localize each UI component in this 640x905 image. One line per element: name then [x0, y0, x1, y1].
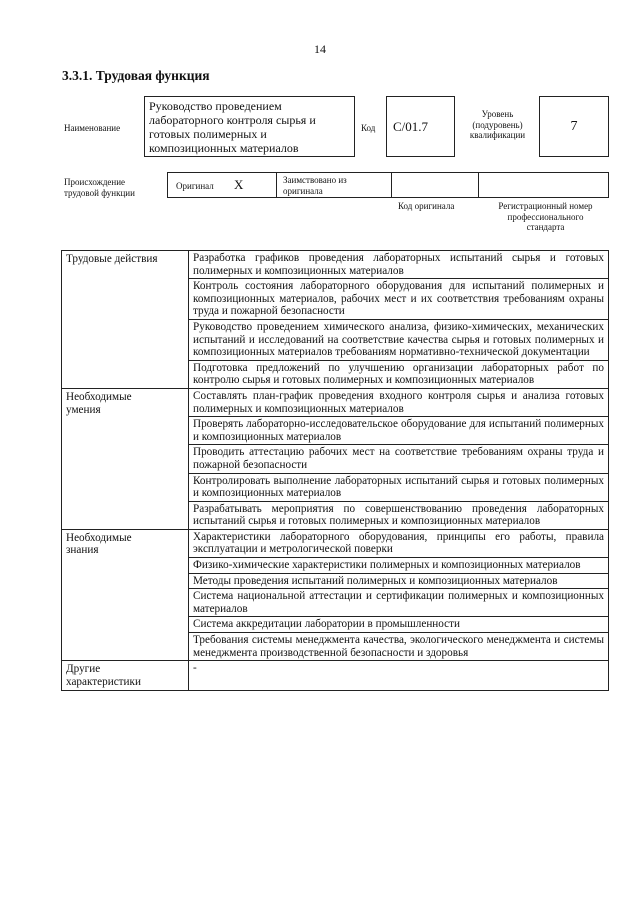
- labor-actions-label: Трудовые действия: [62, 251, 189, 389]
- origin-label-line-2: трудовой функции: [64, 187, 135, 198]
- qualification-level-box: 7: [539, 96, 609, 157]
- other-label-line-1: Другие: [66, 663, 101, 676]
- code-original-caption: Код оригинала: [398, 201, 455, 211]
- original-mark: X: [234, 177, 244, 192]
- name-label: Наименование: [64, 123, 121, 133]
- other-label-line-2: характеристики: [66, 675, 141, 688]
- table-row: [62, 251, 609, 279]
- code-label: Код: [361, 123, 376, 133]
- skill-item: Проверять лабораторно-исследовательское оборудование для испытаний полимерных и композиционных материалов: [189, 417, 609, 445]
- labor-action-item: Разработка графиков проведения лабораторных испытаний сырья и готовых полимерных и композиционных материалов: [189, 251, 609, 279]
- section-title: 3.3.1. Трудовая функция: [62, 68, 210, 83]
- skills-label-line-2: умения: [66, 403, 101, 416]
- borrowed-label-line-1: Заимствовано из: [283, 175, 347, 185]
- level-label-line-3: квалификации: [469, 130, 526, 140]
- other-characteristics-value: -: [189, 661, 609, 691]
- skills-label-line-1: Необходимые: [66, 390, 132, 403]
- knowledge-label-line-2: знания: [66, 544, 99, 557]
- origin-row: [167, 172, 609, 198]
- knowledge-item: Физико-химические характеристики полимерных и композиционных материалов: [189, 558, 609, 574]
- skill-item: Проводить аттестацию рабочих мест на соответствие требованиям охраны труда и пожарной безопасности: [189, 445, 609, 473]
- origin-label-line-1: Происхождение: [64, 177, 126, 187]
- table-row: [62, 661, 609, 691]
- knowledge-item: Система национальной аттестации и сертификации полимерных и композиционных материалов: [189, 589, 609, 617]
- skill-item: Разрабатывать мероприятия по совершенствованию проведения лабораторных испытаний сырья и готовых полимерных и композиционных материалов: [189, 501, 609, 529]
- labor-action-item: Подготовка предложений по улучшению организации лабораторных работ по контролю сырья и готовых полимерных и композиционных материалов: [189, 360, 609, 388]
- level-label: [460, 109, 535, 141]
- reg-caption-line-3: стандарта: [526, 222, 565, 232]
- original-label: Оригинал: [176, 181, 214, 191]
- borrowed-label: [283, 175, 347, 196]
- level-label-line-2: (подуровень): [472, 119, 523, 130]
- labor-action-item: Руководство проведением химического анализа, физико-химических, механических испытаний и исследований на соответствие качества сырья и готовых полимерных и композиционных материалов требованиям нормативно-технической документации: [189, 319, 609, 360]
- function-name-box: Руководство проведением лабораторного контроля сырья и готовых полимерных и композиционных материалов: [144, 96, 355, 157]
- reg-number-cell: [478, 172, 609, 198]
- code-original-cell: [391, 172, 479, 198]
- knowledge-item: Система аккредитации лаборатории в промышленности: [189, 617, 609, 633]
- borrowed-cell: [276, 172, 392, 198]
- knowledge-label-line-1: Необходимые: [66, 531, 132, 544]
- borrowed-label-line-2: оригинала: [283, 185, 323, 196]
- knowledge-item: Методы проведения испытаний полимерных и композиционных материалов: [189, 573, 609, 589]
- labor-action-item: Контроль состояния лабораторного оборудования для испытаний полимерных и композиционных материалов, рабочих мест и их соответствия требованиям охраны труда и пожарной безопасности: [189, 279, 609, 320]
- skill-item: Составлять план-график проведения входного контроля сырья и анализа готовых полимерных и композиционных материалов: [189, 388, 609, 416]
- original-cell: [167, 172, 277, 198]
- knowledge-item: Требования системы менеджмента качества, экологического менеджмента и системы менеджмента производственной безопасности и здоровья: [189, 633, 609, 661]
- origin-label: [64, 177, 135, 198]
- skill-item: Контролировать выполнение лабораторных испытаний сырья и готовых полимерных и композиционных материалов: [189, 473, 609, 501]
- page-number: 14: [314, 42, 326, 56]
- function-details-table: [61, 250, 609, 691]
- reg-caption-line-1: Регистрационный номер: [498, 201, 593, 211]
- knowledge-label: [62, 529, 189, 660]
- skills-label: [62, 388, 189, 529]
- function-code-box: С/01.7: [386, 96, 455, 157]
- level-label-line-1: Уровень: [481, 109, 514, 119]
- reg-number-caption: [482, 201, 609, 233]
- knowledge-item: Характеристики лабораторного оборудования, принципы его работы, правила эксплуатации и метрологической поверки: [189, 529, 609, 557]
- other-characteristics-label: [62, 661, 189, 691]
- reg-caption-line-2: профессионального: [507, 211, 584, 222]
- table-row: [62, 529, 609, 557]
- table-row: [62, 388, 609, 416]
